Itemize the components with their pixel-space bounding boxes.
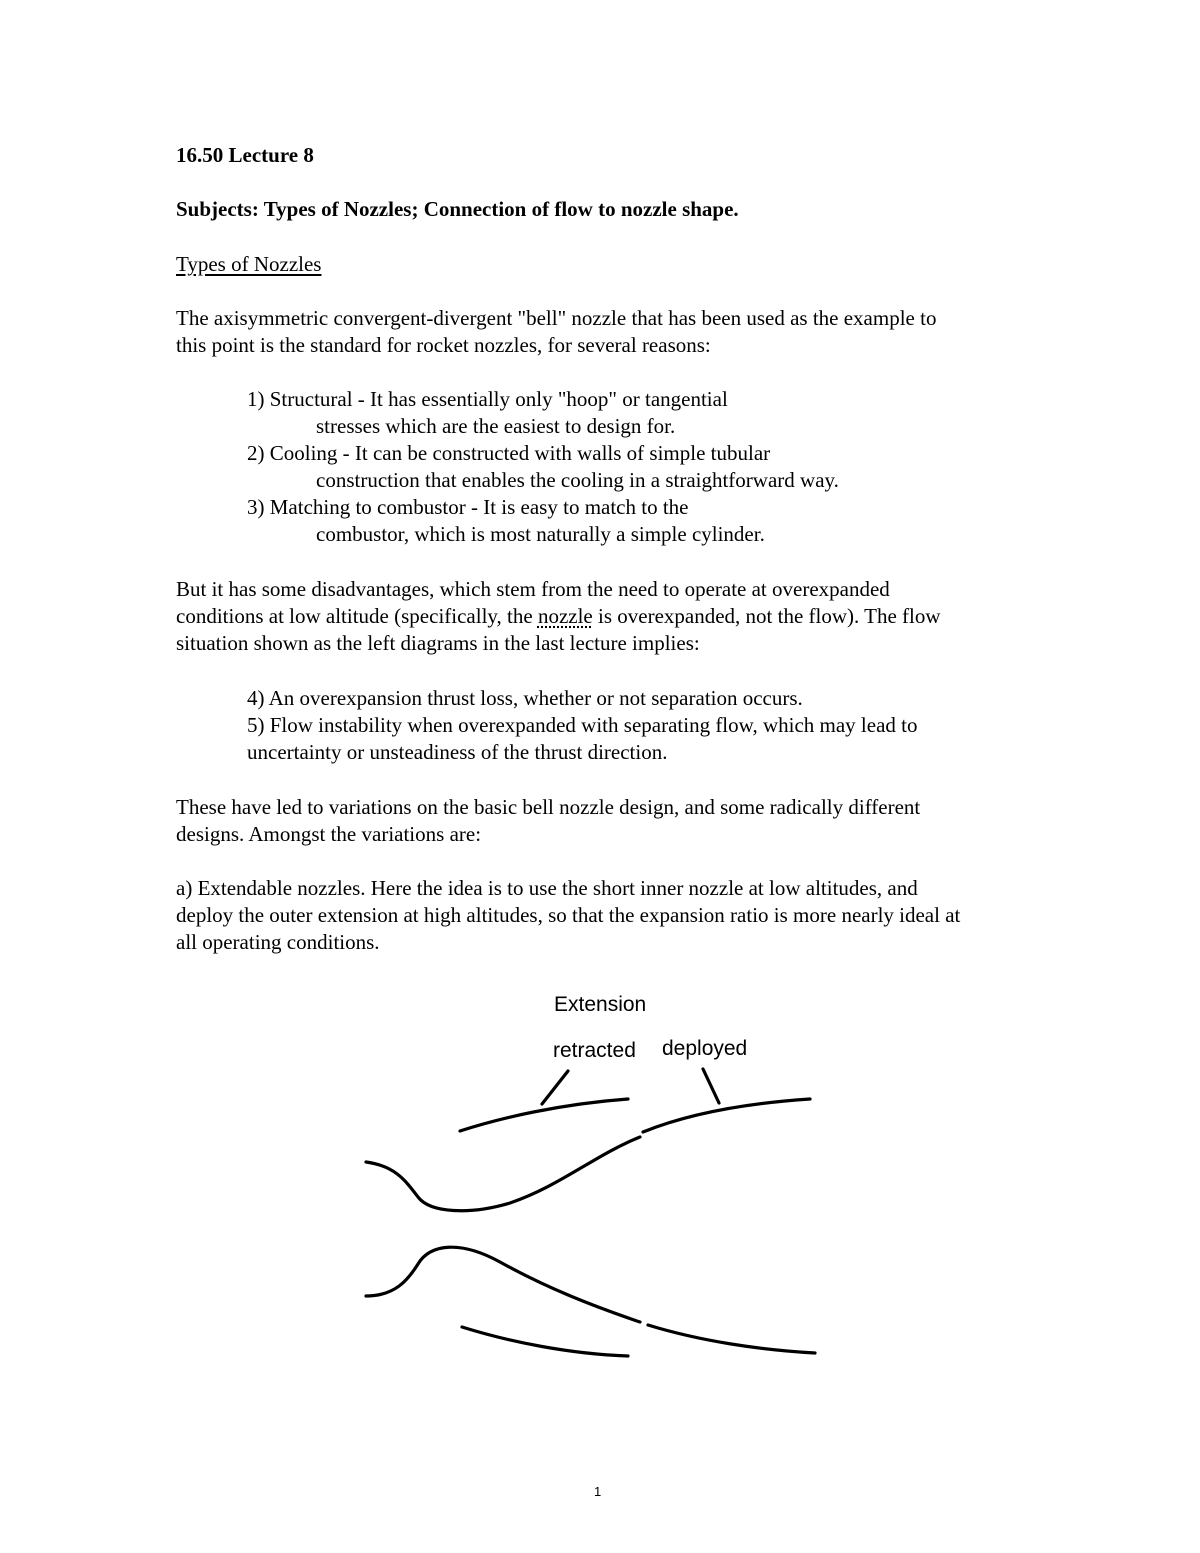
text-span: is overexpanded, not the flow). The flow <box>592 604 941 628</box>
deployed-extension-bottom <box>648 1325 815 1353</box>
deployed-extension-top <box>643 1099 810 1132</box>
list-item: 4) An overexpansion thrust loss, whether or not separation occurs. <box>247 686 803 710</box>
list-item-continuation: stresses which are the easiest to design for. <box>316 414 676 438</box>
paragraph-line: a) Extendable nozzles. Here the idea is to use the short inner nozzle at low altitudes, and <box>176 876 918 900</box>
list-item: 1) Structural - It has essentially only "hoop" or tangential <box>247 387 728 411</box>
list-item-continuation: construction that enables the cooling in a straightforward way. <box>316 468 839 492</box>
text-span: conditions at low altitude (specifically, the <box>176 604 538 628</box>
paragraph-line: situation shown as the left diagrams in the last lecture implies: <box>176 631 700 655</box>
intro-line: this point is the standard for rocket nozzles, for several reasons: <box>176 333 711 357</box>
subjects-line: Subjects: Types of Nozzles; Connection of flow to nozzle shape. <box>176 197 739 221</box>
paragraph-line: designs. Amongst the variations are: <box>176 822 482 846</box>
page-number: 1 <box>594 1484 602 1499</box>
list-item-continuation: uncertainty or unsteadiness of the thrust direction. <box>247 740 668 764</box>
figure-title: Extension <box>554 993 647 1016</box>
label-retracted: retracted <box>553 1039 636 1062</box>
paragraph-line: These have led to variations on the basic bell nozzle design, and some radically different <box>176 795 921 819</box>
nozzle-wall-lower <box>366 1247 640 1322</box>
deployed-leader-line <box>703 1069 719 1103</box>
emphasized-word: nozzle <box>537 604 593 628</box>
list-item: 5) Flow instability when overexpanded with separating flow, which may lead to <box>247 713 918 737</box>
paragraph-line: all operating conditions. <box>176 930 380 954</box>
paragraph-line: But it has some disadvantages, which stem from the need to operate at overexpanded <box>176 577 890 601</box>
lecture-heading: 16.50 Lecture 8 <box>176 143 314 167</box>
intro-line: The axisymmetric convergent-divergent "bell" nozzle that has been used as the example to <box>176 306 937 330</box>
section-title: Types of Nozzles <box>176 252 322 276</box>
label-deployed: deployed <box>662 1037 748 1060</box>
list-item: 3) Matching to combustor - It is easy to match to the <box>247 495 689 519</box>
list-item-continuation: combustor, which is most naturally a simple cylinder. <box>316 522 765 546</box>
retracted-leader-line <box>542 1071 568 1104</box>
nozzle-wall-upper <box>366 1137 640 1211</box>
paragraph-line: deploy the outer extension at high altitudes, so that the expansion ratio is more nearly ideal at <box>176 903 961 927</box>
list-item: 2) Cooling - It can be constructed with walls of simple tubular <box>247 441 771 465</box>
retracted-extension-bottom <box>462 1327 628 1356</box>
